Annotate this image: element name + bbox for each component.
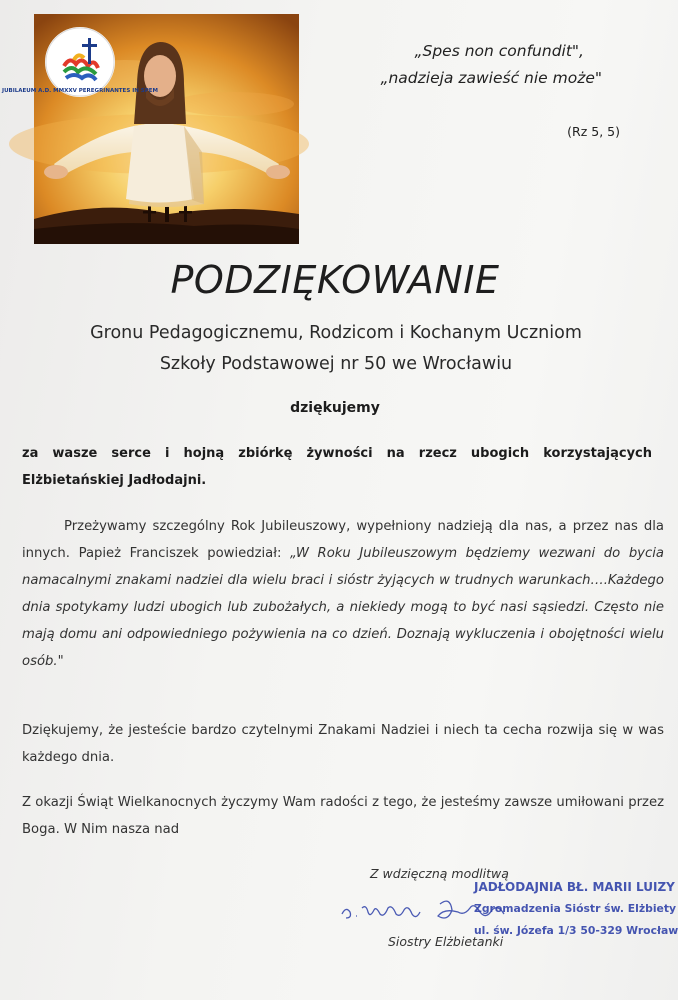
easter-wishes-paragraph: Z okazji Świąt Wielkanocnych życzymy Wam radości z tego, że jesteśmy zawsze umiłowani przez Boga. W Nim nasza nad: [22, 795, 664, 837]
stamp-line-2: Zgromadzenia Sióstr św. Elżbiety: [474, 902, 677, 915]
jubilee-paragraph-text: Przeżywamy szczególny Rok Jubileuszowy, wypełniony nadzieją dla nas, a przez nas dla innych. Papież Franciszek powiedział:: [22, 519, 664, 561]
pope-quote: „W Roku Jubileuszowym będziemy wezwani do bycia namacalnymi znakami nadziei dla wielu braci i sióstr żyjących w trudnych warunkach….Każdego dnia spotykamy ludzi ubogich lub zubożałych, a niekiedy mogą to być nasi sąsiedzi. Często nie mają domu ani odpowiedniego pożywienia na co dzień. Doznają wykluczenia i obojętności wielu osób.": [22, 546, 664, 669]
quote-polish: „nadzieja zawieść nie może": [380, 69, 602, 87]
recipients-line-1: Gronu Pedagogicznemu, Rodzicom i Kochanym Uczniom: [90, 323, 582, 343]
quote-latin: „Spes non confundit",: [414, 42, 584, 60]
jubilee-logo-text: JUBILAEUM A.D. MMXXV PEREGRINANTES IN SPEM: [2, 88, 158, 94]
stamp-line-3: ul. św. Józefa 1/3 50-329 Wrocław: [474, 924, 678, 937]
jubilee-logo-icon: [2, 26, 158, 98]
bold-thanks-paragraph: za wasze serce i hojną zbiórkę żywności na rzecz ubogich korzystających Elżbietańskiej Jadłodajni.: [22, 446, 652, 488]
header-illustration: [2, 14, 299, 244]
stamp-line-1: JADŁODAJNIA BŁ. MARII LUIZY: [474, 880, 675, 894]
quote-reference: (Rz 5, 5): [567, 124, 620, 139]
signature-name: Siostry Elżbietanki: [388, 934, 504, 949]
document-title: PODZIĘKOWANIE: [170, 258, 500, 302]
signs-of-hope-paragraph: Dziękujemy, że jesteście bardzo czytelnymi Znakami Nadziei i niech ta cecha rozwija się w was każdego dnia.: [22, 723, 664, 765]
recipients-line-2: Szkoły Podstawowej nr 50 we Wrocławiu: [159, 354, 513, 374]
jubilee-paragraph: [22, 513, 664, 675]
closing-phrase: Z wdzięczną modlitwą: [370, 866, 509, 881]
organization-stamp: [474, 876, 678, 942]
thanks-word: dziękujemy: [290, 400, 380, 416]
